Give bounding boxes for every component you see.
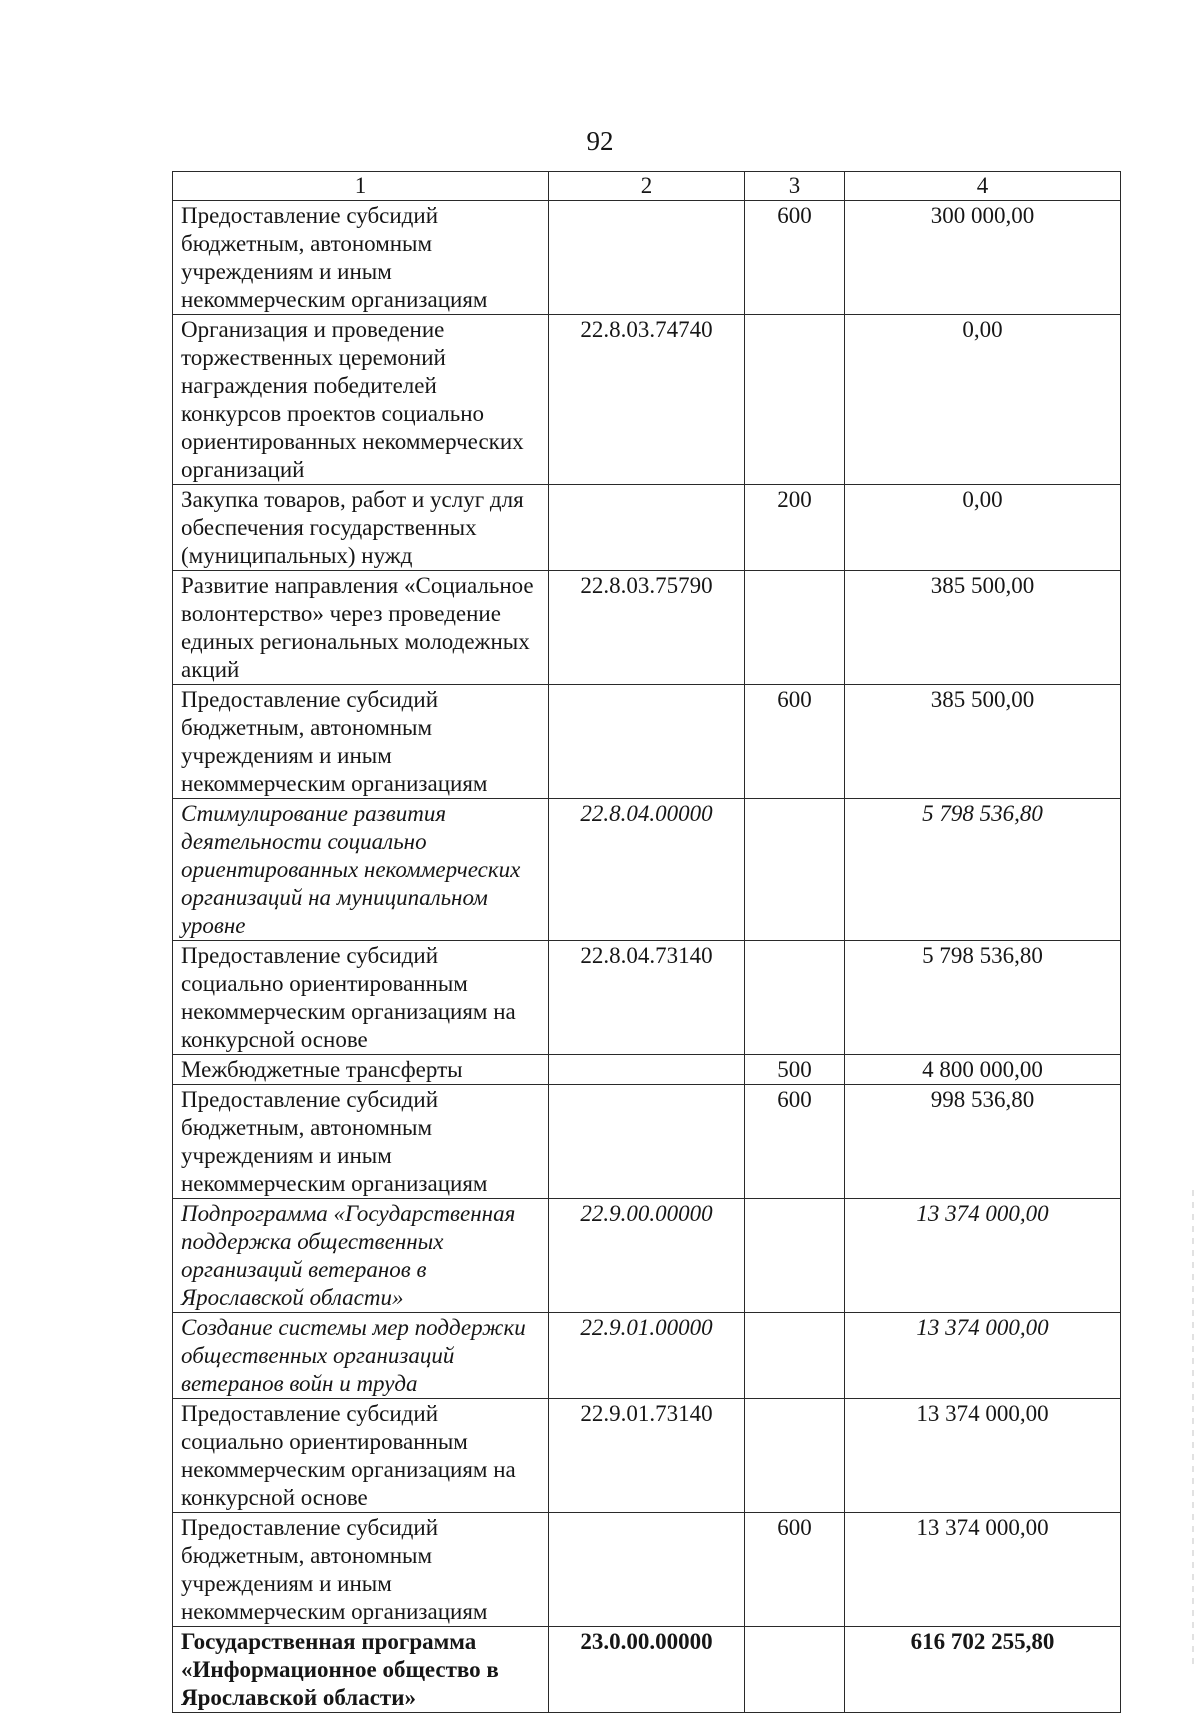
row-name: Организация и проведение торжественных церемоний награждения победителей конкурсов проектов социально ориентированных некоммерческих организаций bbox=[173, 315, 549, 485]
table-row bbox=[173, 685, 1121, 799]
row-code: 22.9.01.00000 bbox=[549, 1313, 745, 1399]
row-amount: 0,00 bbox=[845, 315, 1121, 485]
row-type: 600 bbox=[745, 201, 845, 315]
row-amount: 616 702 255,80 bbox=[845, 1627, 1121, 1713]
row-amount: 13 374 000,00 bbox=[845, 1513, 1121, 1627]
row-type: 200 bbox=[745, 485, 845, 571]
header-col-3: 3 bbox=[745, 172, 845, 201]
row-type bbox=[745, 941, 845, 1055]
row-name: Предоставление субсидий бюджетным, автономным учреждениям и иным некоммерческим организациям bbox=[173, 685, 549, 799]
row-code: 22.8.04.73140 bbox=[549, 941, 745, 1055]
row-amount: 5 798 536,80 bbox=[845, 941, 1121, 1055]
page-number: 92 bbox=[586, 126, 614, 156]
row-name: Создание системы мер поддержки общественных организаций ветеранов войн и труда bbox=[173, 1313, 549, 1399]
row-name: Межбюджетные трансферты bbox=[173, 1055, 549, 1085]
row-name: Предоставление субсидий бюджетным, автономным учреждениям и иным некоммерческим организациям bbox=[173, 1513, 549, 1627]
table-row bbox=[173, 1313, 1121, 1399]
row-type bbox=[745, 315, 845, 485]
table-row bbox=[173, 799, 1121, 941]
row-amount: 13 374 000,00 bbox=[845, 1399, 1121, 1513]
table-row bbox=[173, 1199, 1121, 1313]
row-amount: 385 500,00 bbox=[845, 685, 1121, 799]
row-code bbox=[549, 1085, 745, 1199]
row-type bbox=[745, 799, 845, 941]
row-amount: 4 800 000,00 bbox=[845, 1055, 1121, 1085]
row-type bbox=[745, 1627, 845, 1713]
row-name: Государственная программа «Информационное общество в Ярославской области» bbox=[173, 1627, 549, 1713]
row-name: Предоставление субсидий бюджетным, автономным учреждениям и иным некоммерческим организациям bbox=[173, 201, 549, 315]
row-code: 22.9.01.73140 bbox=[549, 1399, 745, 1513]
row-code: 22.8.03.75790 bbox=[549, 571, 745, 685]
table-row bbox=[173, 1513, 1121, 1627]
table-header-row bbox=[173, 172, 1121, 201]
table-row bbox=[173, 1399, 1121, 1513]
row-type: 600 bbox=[745, 1513, 845, 1627]
budget-table bbox=[172, 171, 1121, 1713]
row-amount: 300 000,00 bbox=[845, 201, 1121, 315]
row-code: 23.0.00.00000 bbox=[549, 1627, 745, 1713]
row-type: 600 bbox=[745, 1085, 845, 1199]
header-col-2: 2 bbox=[549, 172, 745, 201]
row-name: Стимулирование развития деятельности социально ориентированных некоммерческих организаций на муниципальном уровне bbox=[173, 799, 549, 941]
table-row bbox=[173, 1055, 1121, 1085]
table-row bbox=[173, 1627, 1121, 1713]
row-code bbox=[549, 1055, 745, 1085]
row-type bbox=[745, 571, 845, 685]
table-row bbox=[173, 1085, 1121, 1199]
table-row bbox=[173, 315, 1121, 485]
row-type bbox=[745, 1399, 845, 1513]
row-amount: 13 374 000,00 bbox=[845, 1199, 1121, 1313]
table-row bbox=[173, 201, 1121, 315]
row-name: Закупка товаров, работ и услуг для обеспечения государственных (муниципальных) нужд bbox=[173, 485, 549, 571]
row-amount: 5 798 536,80 bbox=[845, 799, 1121, 941]
row-amount: 998 536,80 bbox=[845, 1085, 1121, 1199]
row-code: 22.8.03.74740 bbox=[549, 315, 745, 485]
scan-edge-mark bbox=[1192, 1190, 1194, 1670]
row-name: Подпрограмма «Государственная поддержка общественных организаций ветеранов в Ярославской области» bbox=[173, 1199, 549, 1313]
row-code bbox=[549, 485, 745, 571]
row-code bbox=[549, 685, 745, 799]
row-code: 22.8.04.00000 bbox=[549, 799, 745, 941]
table-row bbox=[173, 485, 1121, 571]
row-code: 22.9.00.00000 bbox=[549, 1199, 745, 1313]
row-name: Предоставление субсидий бюджетным, автономным учреждениям и иным некоммерческим организациям bbox=[173, 1085, 549, 1199]
row-name: Предоставление субсидий социально ориентированным некоммерческим организациям на конкурсной основе bbox=[173, 1399, 549, 1513]
row-name: Предоставление субсидий социально ориентированным некоммерческим организациям на конкурсной основе bbox=[173, 941, 549, 1055]
header-col-1: 1 bbox=[173, 172, 549, 201]
table-row bbox=[173, 941, 1121, 1055]
row-amount: 13 374 000,00 bbox=[845, 1313, 1121, 1399]
table-row bbox=[173, 571, 1121, 685]
row-type bbox=[745, 1313, 845, 1399]
row-amount: 0,00 bbox=[845, 485, 1121, 571]
row-code bbox=[549, 1513, 745, 1627]
header-col-4: 4 bbox=[845, 172, 1121, 201]
row-name: Развитие направления «Социальное волонтерство» через проведение единых региональных молодежных акций bbox=[173, 571, 549, 685]
row-type bbox=[745, 1199, 845, 1313]
row-code bbox=[549, 201, 745, 315]
row-amount: 385 500,00 bbox=[845, 571, 1121, 685]
row-type: 500 bbox=[745, 1055, 845, 1085]
row-type: 600 bbox=[745, 685, 845, 799]
